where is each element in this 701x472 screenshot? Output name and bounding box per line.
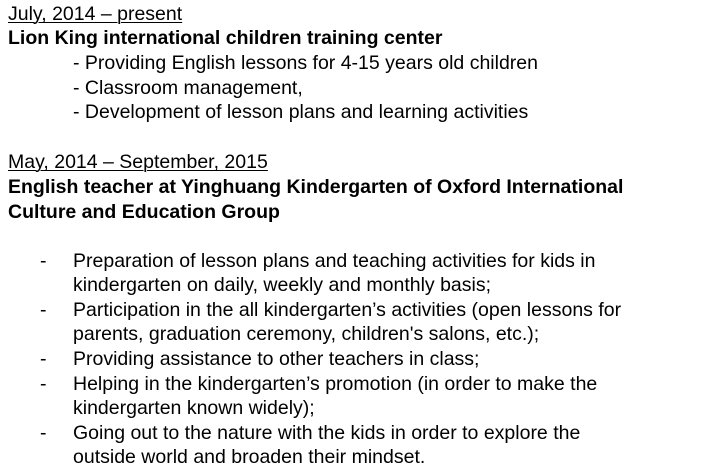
- bullet-dash: -: [40, 373, 47, 395]
- bullet-1-line-2: kindergarten on daily, weekly and monthly basis;: [73, 274, 492, 296]
- bullet-4-line-2: kindergarten known widely);: [73, 397, 315, 419]
- bullet-2-line-2: parents, graduation ceremony, children's salons, etc.);: [73, 323, 540, 345]
- bullet-1-line-1: Preparation of lesson plans and teaching activities for kids in: [73, 250, 596, 272]
- bullet-dash: -: [40, 422, 47, 444]
- entry-2-title-line-1: English teacher at Yinghuang Kindergarten of Oxford International: [8, 176, 624, 198]
- bullet-5-line-2: outside world and broaden their mindset.: [73, 446, 426, 468]
- bullet-dash: -: [40, 348, 47, 370]
- entry-2-date: May, 2014 – September, 2015: [8, 151, 268, 173]
- bullet-dash: -: [40, 299, 47, 321]
- entry-1-title: Lion King international children training center: [8, 27, 443, 49]
- entry-1-item-3: - Development of lesson plans and learning activities: [73, 101, 529, 123]
- entry-1-item-2: - Classroom management,: [73, 77, 303, 99]
- entry-1-date: July, 2014 – present: [8, 3, 183, 25]
- bullet-5-line-1: Going out to the nature with the kids in order to explore the: [73, 422, 581, 444]
- entry-2-title-line-2: Culture and Education Group: [8, 201, 280, 223]
- entry-1-item-1: - Providing English lessons for 4-15 years old children: [73, 52, 538, 74]
- bullet-dash: -: [40, 250, 47, 272]
- bullet-2-line-1: Participation in the all kindergarten’s activities (open lessons for: [73, 299, 622, 321]
- bullet-4-line-1: Helping in the kindergarten’s promotion (in order to make the: [73, 373, 598, 395]
- bullet-3-line-1: Providing assistance to other teachers in class;: [73, 348, 480, 370]
